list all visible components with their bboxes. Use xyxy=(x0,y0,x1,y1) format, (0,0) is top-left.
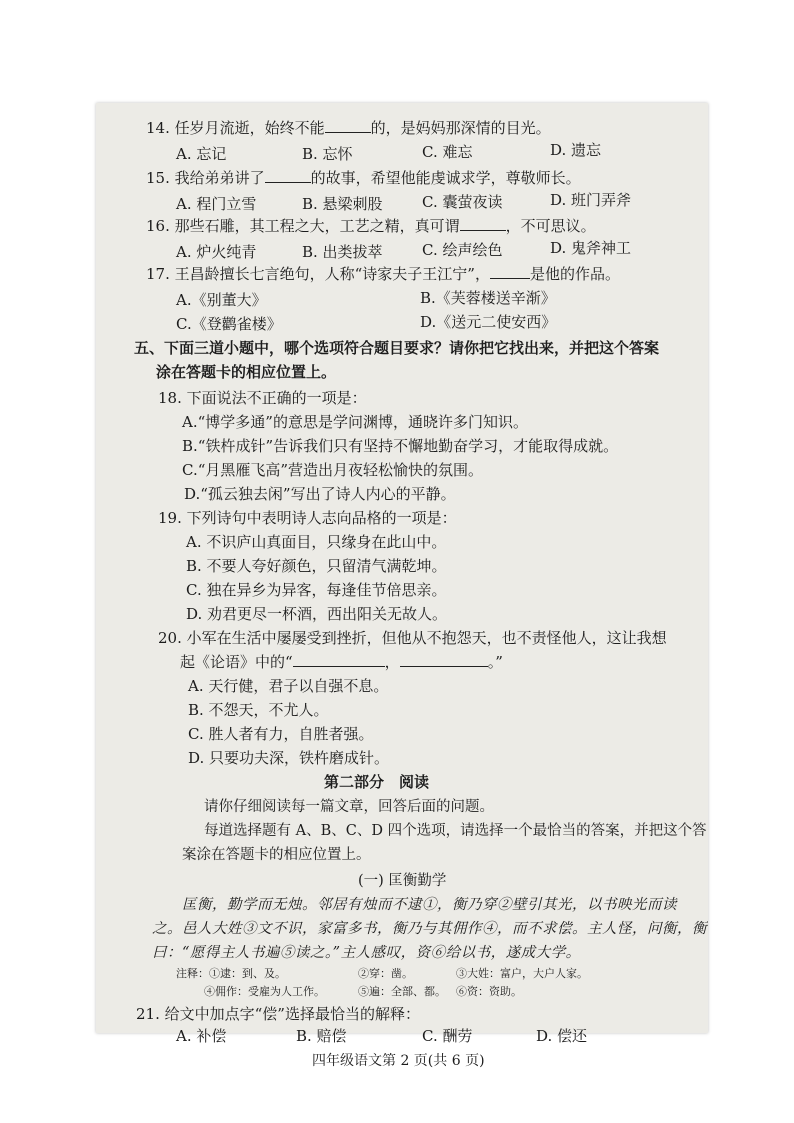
q20-quote-line xyxy=(180,651,503,672)
q19-option-c: C. 独在异乡为异客，每逢佳节倍思亲。 xyxy=(186,581,447,599)
q18-option-a: A.“博学多通”的意思是学问渊博，通晓许多门知识。 xyxy=(182,413,528,431)
part-2-intro-1: 请你仔细阅读每一篇文章，回答后面的问题。 xyxy=(204,799,494,815)
note-3: ③大姓：富户，大户人家。 xyxy=(456,967,588,980)
q15-option-a: A. 程门立雪 xyxy=(176,195,257,213)
page-footer: 四年级语文第 2 页(共 6 页) xyxy=(312,1053,485,1069)
q16-option-c: C. 绘声绘色 xyxy=(422,241,503,259)
q17-option-b: B.《芙蓉楼送辛渐》 xyxy=(420,289,556,307)
q15-option-c: C. 囊萤夜读 xyxy=(422,193,503,211)
q16-stem: 16. 那些石雕，其工程之大，工艺之精，真可谓 xyxy=(146,217,460,235)
passage-line-2: 之。邑人大姓③文不识，家富多书，衡乃与其佣作④，而不求偿。主人怪，问衡，衡 xyxy=(152,921,707,937)
q17-option-a: A.《别董大》 xyxy=(176,291,267,309)
q14-option-b: B. 忘怀 xyxy=(302,145,353,163)
q14-stem-end: 的，是妈妈那深情的目光。 xyxy=(370,119,551,137)
q15-blank xyxy=(265,168,311,183)
q20-option-b: B. 不怨天，不尤人。 xyxy=(188,701,329,719)
note-1: 注释：①逮：到、及。 xyxy=(176,967,286,980)
part-2-intro-3: 案涂在答题卡的相应位置上。 xyxy=(182,847,371,863)
passage-title: (一) 匡衡勤学 xyxy=(358,873,447,889)
q16-option-b: B. 出类拔萃 xyxy=(302,243,383,261)
question-17 xyxy=(146,263,620,284)
question-19: 19. 下列诗句中表明诗人志向品格的一项是： xyxy=(158,509,457,527)
q20-blank-2 xyxy=(400,652,488,667)
q17-option-d: D.《送元二使安西》 xyxy=(420,313,557,331)
q18-option-b: B.“铁杵成针”告诉我们只有坚持不懈地勤奋学习，才能取得成就。 xyxy=(182,437,619,455)
question-18: 18. 下面说法不正确的一项是： xyxy=(158,389,367,407)
q14-stem: 14. 任岁月流逝，始终不能 xyxy=(146,119,325,137)
note-6: ⑥资：资助。 xyxy=(456,985,522,998)
exam-page xyxy=(96,103,708,1033)
question-14 xyxy=(146,117,551,138)
q16-option-d: D. 鬼斧神工 xyxy=(550,239,632,257)
q20-quote-comma: ， xyxy=(384,653,400,671)
q19-option-a: A. 不识庐山真面目，只缘身在此山中。 xyxy=(186,533,447,551)
q20-option-a: A. 天行健，君子以自强不息。 xyxy=(188,677,389,695)
part-2-title: 第二部分 阅读 xyxy=(324,773,430,791)
q21-option-a: A. 补偿 xyxy=(176,1027,227,1045)
q15-stem-end: 的故事，希望他能虔诚求学，尊敬师长。 xyxy=(310,169,581,187)
q19-option-b: B. 不要人夸好颜色，只留清气满乾坤。 xyxy=(186,557,447,575)
q17-blank xyxy=(490,264,530,279)
section-5-heading-cont: 涂在答题卡的相应位置上。 xyxy=(156,363,337,381)
passage-line-1: 匡衡，勤学而无烛。邻居有烛而不逮①，衡乃穿②壁引其光，以书映光而读 xyxy=(182,897,677,913)
part-2-intro-2: 每道选择题有 A、B、C、D 四个选项，请选择一个最恰当的答案，并把这个答 xyxy=(204,823,707,839)
note-5: ⑤遍：全部、都。 xyxy=(358,985,446,998)
q14-option-d: D. 遗忘 xyxy=(550,141,602,159)
q16-blank xyxy=(460,216,506,231)
q21-option-d: D. 偿还 xyxy=(536,1027,588,1045)
question-15 xyxy=(146,167,581,188)
q14-option-a: A. 忘记 xyxy=(176,145,227,163)
q14-option-c: C. 难忘 xyxy=(422,143,473,161)
q20-quote-open: 起《论语》中的“ xyxy=(180,653,293,671)
q15-option-b: B. 悬梁刺股 xyxy=(302,195,383,213)
note-4: ④佣作：受雇为人工作。 xyxy=(204,985,325,998)
q20-option-c: C. 胜人者有力，自胜者强。 xyxy=(188,725,374,743)
question-16 xyxy=(146,215,596,236)
q15-stem: 15. 我给弟弟讲了 xyxy=(146,169,265,187)
passage-line-3: 曰：“愿得主人书遍⑤读之。”主人感叹，资⑥给以书，遂成大学。 xyxy=(152,945,581,961)
q19-option-d: D. 劝君更尽一杯酒，西出阳关无故人。 xyxy=(186,605,448,623)
q21-option-c: C. 酬劳 xyxy=(422,1027,473,1045)
q16-option-a: A. 炉火纯青 xyxy=(176,243,257,261)
q14-blank xyxy=(325,118,371,133)
q20-blank-1 xyxy=(293,652,385,667)
section-5-heading: 五、下面三道小题中，哪个选项符合题目要求？请你把它找出来，并把这个答案 xyxy=(134,339,660,357)
q20-option-d: D. 只要功夫深，铁杵磨成针。 xyxy=(188,749,390,767)
q17-stem: 17. 王昌龄擅长七言绝句，人称“诗家夫子王江宁”， xyxy=(146,265,490,283)
q20-quote-close: 。” xyxy=(487,653,503,671)
q17-option-c: C.《登鹳雀楼》 xyxy=(176,315,282,333)
q15-option-d: D. 班门弄斧 xyxy=(550,191,632,209)
q17-stem-end: 是他的作品。 xyxy=(529,265,620,283)
q16-stem-end: ，不可思议。 xyxy=(505,217,596,235)
q21-option-b: B. 赔偿 xyxy=(296,1027,347,1045)
note-2: ②穿：凿。 xyxy=(358,967,413,980)
q18-option-c: C.“月黑雁飞高”营造出月夜轻松愉快的氛围。 xyxy=(182,461,484,479)
question-20: 20. 小军在生活中屡屡受到挫折，但他从不抱怨天，也不责怪他人，这让我想 xyxy=(158,629,667,647)
question-21: 21. 给文中加点字“偿”选择最恰当的解释： xyxy=(136,1005,420,1023)
q18-option-d: D.“孤云独去闲”写出了诗人内心的平静。 xyxy=(184,485,456,503)
